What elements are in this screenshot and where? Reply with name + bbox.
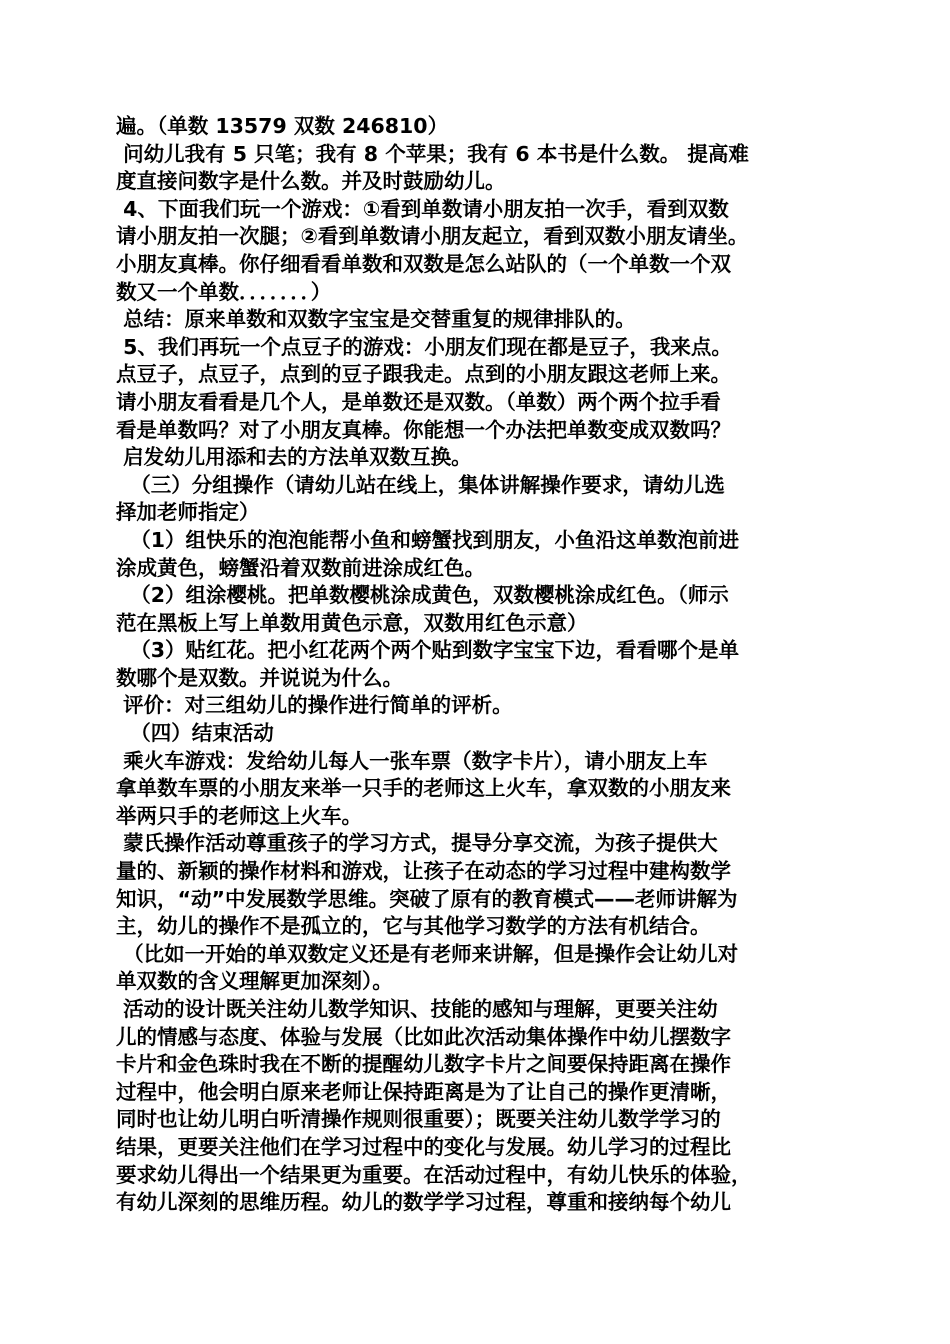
text-line: 活动的设计既关注幼儿数学知识、技能的感知与理解，更要关注幼 [116, 997, 718, 1021]
text-line: 卡片和金色珠时我在不断的提醒幼儿数字卡片之间要保持距离在操作 [116, 1052, 731, 1077]
text-line: （1）组快乐的泡泡能帮小鱼和螃蟹找到朋友，小鱼沿这单数泡前进 [116, 527, 740, 552]
text-line: 请小朋友看看是几个人，是单数还是双数。（单数）两个两个拉手看 [116, 389, 721, 414]
text-line: 5、我们再玩一个点豆子的游戏：小朋友们现在都是豆子，我来点。 [116, 334, 732, 359]
text-line: 过程中，他会明白原来老师让保持距离是为了让自己的操作更清晰， [116, 1079, 731, 1104]
text-line: （比如一开始的单双数定义还是有老师来讲解，但是操作会让幼儿对 [116, 941, 739, 966]
text-line: （2）组涂樱桃。把单数樱桃涂成黄色，双数樱桃涂成红色。（师示 [116, 583, 729, 608]
text-line: 范在黑板上写上单数用黄色示意，双数用红色示意） [116, 610, 588, 635]
text-line: 问幼儿我有 5 只笔；我有 8 个苹果；我有 6 本书是什么数。 提高难 [116, 141, 749, 166]
text-line: 儿的情感与态度、体验与发展（比如此次活动集体操作中幼儿摆数字 [116, 1024, 731, 1049]
text-line: 单双数的含义理解更加深刻）。 [116, 969, 393, 994]
text-line: 涂成黄色，螃蟹沿着双数前进涂成红色。 [116, 555, 485, 580]
text-line: 举两只手的老师这上火车。 [116, 803, 362, 828]
text-line: 蒙氏操作活动尊重孩子的学习方式，提导分享交流，为孩子提供大 [116, 831, 718, 856]
text-line: 要求幼儿得出一个结果更为重要。在活动过程中，有幼儿快乐的体验， [116, 1162, 752, 1187]
text-line: 看是单数吗？对了小朋友真棒。你能想一个办法把单数变成双数吗？ [116, 417, 731, 442]
text-line: 数哪个是双数。并说说为什么。 [116, 665, 403, 690]
text-line: 有幼儿深刻的思维历程。幼儿的数学学习过程，尊重和接纳每个幼儿 [116, 1190, 731, 1215]
text-line: 度直接问数字是什么数。并及时鼓励幼儿。 [116, 169, 506, 194]
text-line: 乘火车游戏：发给幼儿每人一张车票（数字卡片），请小朋友上车 [116, 748, 708, 773]
text-line: 数又一个单数．．．．．．．） [116, 279, 332, 304]
text-line: 量的、新颖的操作材料和游戏，让孩子在动态的学习过程中建构数学 [116, 859, 731, 884]
text-line: 遍。（单数 13579 双数 246810） [116, 114, 449, 138]
text-line: 知识，“动”中发展数学思维。突破了原有的教育模式——老师讲解为 [116, 886, 738, 911]
text-line: 拿单数车票的小朋友来举一只手的老师这上火车，拿双数的小朋友来 [116, 776, 731, 801]
text-line: 主，幼儿的操作不是孤立的，它与其他学习数学的方法有机结合。 [116, 914, 711, 939]
text-line: （3）贴红花。把小红花两个两个贴到数字宝宝下边，看看哪个是单 [116, 638, 740, 663]
text-line: 小朋友真棒。你仔细看看单数和双数是怎么站队的（一个单数一个双 [116, 251, 731, 276]
text-line: 请小朋友拍一次腿；②看到单数请小朋友起立，看到双数小朋友请坐。 [116, 224, 749, 249]
text-line: 启发幼儿用添和去的方法单双数互换。 [116, 445, 472, 470]
text-line: （四）结束活动 [116, 721, 274, 746]
text-line: 评价：对三组幼儿的操作进行简单的评析。 [116, 693, 513, 718]
text-line: 4、下面我们玩一个游戏：①看到单数请小朋友拍一次手，看到双数 [116, 196, 729, 221]
text-line: 结果，更要关注他们在学习过程中的变化与发展。幼儿学习的过程比 [116, 1134, 731, 1159]
text-line: 总结：原来单数和双数字宝宝是交替重复的规律排队的。 [116, 307, 636, 332]
text-line: 点豆子，点豆子，点到的豆子跟我走。点到的小朋友跟这老师上来。 [116, 362, 731, 387]
document-page [116, 113, 846, 1217]
text-line: 择加老师指定） [116, 500, 260, 525]
text-line: 同时也让幼儿明白听清操作规则很重要）；既要关注幼儿数学学习的 [116, 1107, 721, 1132]
text-line: （三）分组操作（请幼儿站在线上，集体讲解操作要求，请幼儿选 [116, 472, 725, 497]
